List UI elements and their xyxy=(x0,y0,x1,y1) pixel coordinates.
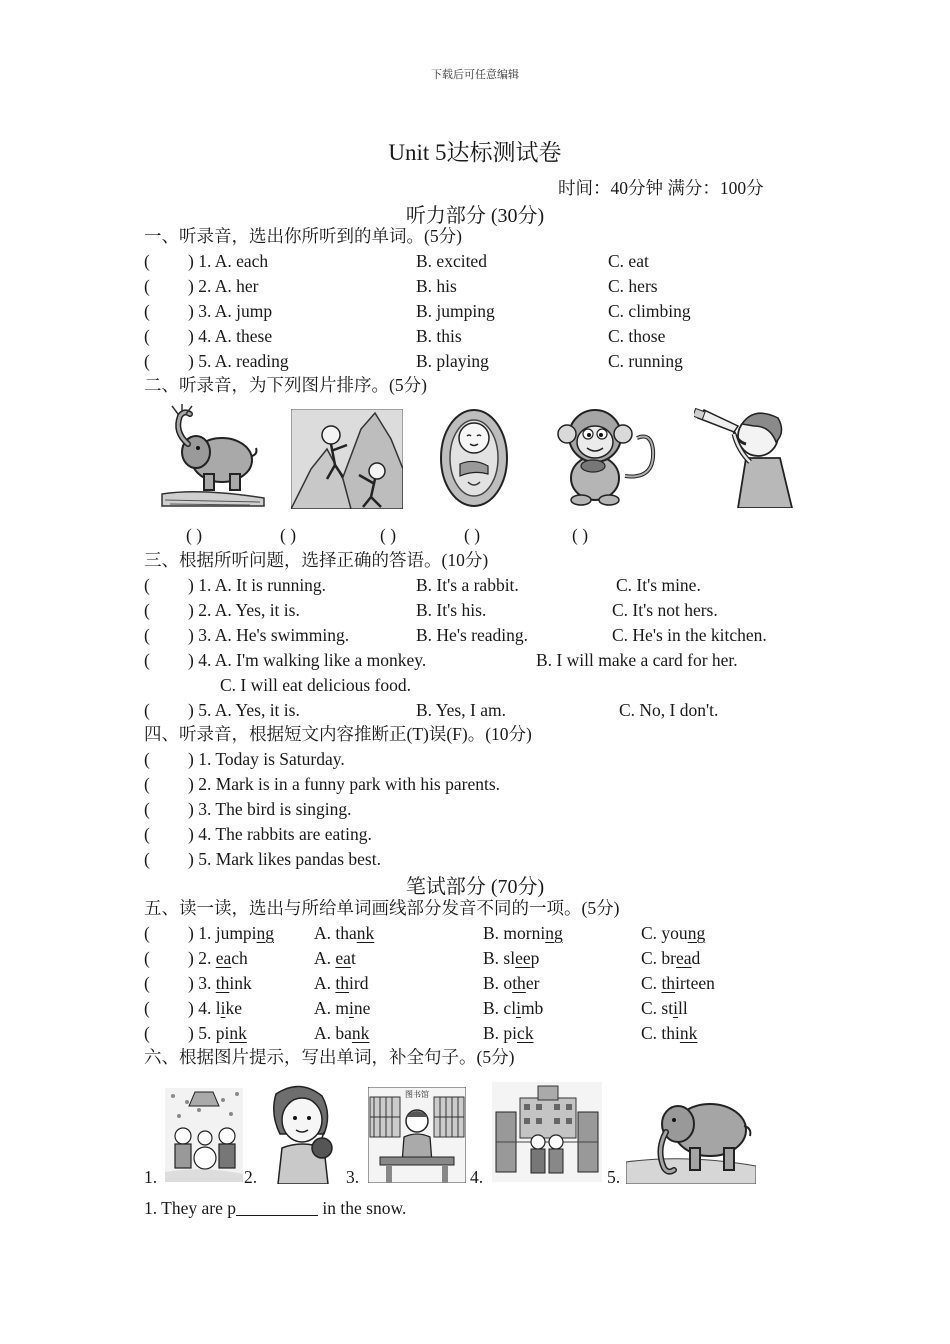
option-a: ) 4. A. these xyxy=(188,326,273,346)
given-word-underlined: nk xyxy=(229,1023,247,1043)
elephant-picture xyxy=(160,402,266,508)
given-word-text xyxy=(216,973,252,993)
option-b: B. excited xyxy=(416,251,487,271)
option-c: C. eat xyxy=(608,251,649,271)
answer-paren-open[interactable]: ( xyxy=(144,774,150,794)
option-a-underlined: i xyxy=(349,998,354,1018)
option-b xyxy=(483,971,539,995)
option-a-post: t xyxy=(350,948,356,968)
option-a: ) 2. A. Yes, it is. xyxy=(188,600,300,620)
option-c xyxy=(641,946,700,970)
option-b xyxy=(483,1021,534,1045)
option-c: C. I will eat delicious food. xyxy=(220,675,412,695)
statement-text: ) 2. Mark is in a funny park with his parents. xyxy=(188,774,501,794)
option-a-underlined: ea xyxy=(335,948,351,968)
option-b: B. I will make a card for her. xyxy=(536,650,738,670)
option-a: ) 5. A. reading xyxy=(188,351,289,371)
picture-number-label: 1. xyxy=(144,1167,158,1187)
answer-paren-open[interactable]: ( xyxy=(144,824,150,844)
option-c: C. those xyxy=(608,326,666,346)
given-word-post: ke xyxy=(225,998,242,1018)
option-c: C. climbing xyxy=(608,301,691,321)
option-a-pre: A. ba xyxy=(314,1023,352,1043)
time-and-score: 时间：40分钟 满分：100分 xyxy=(558,178,764,198)
option-c xyxy=(641,996,688,1020)
option-b-underlined: ck xyxy=(517,1023,534,1043)
option-b: B. this xyxy=(416,326,462,346)
question-number: ) 1. xyxy=(188,923,216,943)
given-word-text xyxy=(216,948,248,968)
option-b-pre: B. sl xyxy=(483,948,516,968)
answer-blank-6-1[interactable] xyxy=(236,1197,318,1216)
elephant-by-water-picture xyxy=(626,1092,756,1184)
option-a: ) 3. A. He's swimming. xyxy=(188,625,350,645)
option-a-pre: A. xyxy=(314,948,336,968)
option-a-pre: A. m xyxy=(314,998,349,1018)
option-b xyxy=(483,996,543,1020)
question-6-1-end: in the snow. xyxy=(318,1198,407,1218)
option-a-pre: A. tha xyxy=(314,923,357,943)
option-c: C. hers xyxy=(608,276,658,296)
option-c: C. It's not hers. xyxy=(612,600,718,620)
question-6-1-start: 1. They are p xyxy=(144,1198,237,1218)
option-c-post: d xyxy=(691,948,701,968)
option-b: B. playing xyxy=(416,351,489,371)
option-a-post: ne xyxy=(353,998,371,1018)
given-word-text xyxy=(216,998,242,1018)
listening-part-title: 听力部分 (30分) xyxy=(405,205,545,227)
answer-paren-open[interactable]: ( xyxy=(144,700,150,720)
given-word-pre: pi xyxy=(215,1023,230,1043)
header-note: 下载后可任意编辑 xyxy=(431,69,519,81)
given-word-pre: jumpi xyxy=(215,923,257,943)
drinking-picture xyxy=(694,402,796,508)
answer-paren-open[interactable]: ( xyxy=(144,749,150,769)
picture-order-blank[interactable]: ( ) xyxy=(280,525,297,545)
given-word-underlined: ng xyxy=(256,923,275,943)
given-word xyxy=(188,1021,247,1045)
option-a-pre: A. xyxy=(314,973,336,993)
option-a: ) 2. A. her xyxy=(188,276,259,296)
picture-order-blank[interactable]: ( ) xyxy=(380,525,397,545)
answer-paren-open[interactable]: ( xyxy=(144,301,150,321)
answer-paren-open[interactable]: ( xyxy=(144,251,150,271)
option-b-underlined: th xyxy=(512,973,526,993)
option-b-underlined: i xyxy=(516,998,521,1018)
option-a-underlined: nk xyxy=(356,923,375,943)
option-c: C. He's in the kitchen. xyxy=(612,625,767,645)
option-b: B. It's his. xyxy=(416,600,487,620)
answer-paren-open[interactable]: ( xyxy=(144,276,150,296)
option-a: ) 4. A. I'm walking like a monkey. xyxy=(188,650,427,670)
option-c-underlined: i xyxy=(673,998,678,1018)
baby-picture xyxy=(438,404,510,508)
answer-paren-open[interactable]: ( xyxy=(144,575,150,595)
answer-paren-open[interactable]: ( xyxy=(144,600,150,620)
option-c: C. No, I don't. xyxy=(619,700,719,720)
option-b: B. jumping xyxy=(416,301,495,321)
option-c-pre: C. you xyxy=(641,923,688,943)
given-word-pre: l xyxy=(215,998,221,1018)
given-word-post: ink xyxy=(229,973,252,993)
option-c xyxy=(641,1021,697,1045)
option-b: B. He's reading. xyxy=(416,625,529,645)
option-b-pre: B. o xyxy=(483,973,513,993)
option-c: C. It's mine. xyxy=(616,575,701,595)
option-b-post: p xyxy=(530,948,540,968)
option-a xyxy=(314,971,368,995)
option-a: ) 1. A. It is running. xyxy=(188,575,327,595)
answer-paren-open[interactable]: ( xyxy=(144,799,150,819)
given-word xyxy=(188,946,248,970)
option-b: B. his xyxy=(416,276,457,296)
option-a xyxy=(314,946,356,970)
option-b xyxy=(483,946,539,970)
option-c-underlined: ea xyxy=(676,948,692,968)
given-word xyxy=(188,996,242,1020)
question-number: ) 2. xyxy=(188,948,216,968)
section-3-heading: 三、根据所听问题，选择正确的答语。(10分) xyxy=(144,550,489,570)
option-c: C. running xyxy=(608,351,683,371)
option-b-pre: B. pi xyxy=(483,1023,518,1043)
option-a xyxy=(314,996,370,1020)
answer-paren-open[interactable]: ( xyxy=(144,625,150,645)
answer-paren-open[interactable]: ( xyxy=(144,923,150,943)
given-word-underlined: i xyxy=(220,998,226,1018)
option-c-pre: C. st xyxy=(641,998,674,1018)
option-b-post: er xyxy=(525,973,540,993)
option-b-pre: B. morni xyxy=(483,923,546,943)
picture-order-blank[interactable]: ( ) xyxy=(572,525,589,545)
answer-paren-open[interactable]: ( xyxy=(144,948,150,968)
option-a-underlined: th xyxy=(335,973,350,993)
option-b: B. It's a rabbit. xyxy=(416,575,519,595)
given-word-post: ch xyxy=(231,948,248,968)
option-c-underlined: nk xyxy=(679,1023,698,1043)
section-6-heading: 六、根据图片提示，写出单词，补全句子。(5分) xyxy=(144,1047,515,1067)
picture-order-blank[interactable]: ( ) xyxy=(186,525,203,545)
library-reading-picture xyxy=(368,1087,466,1183)
answer-paren-open[interactable]: ( xyxy=(144,973,150,993)
answer-paren-open[interactable]: ( xyxy=(144,351,150,371)
question-number: ) 4. xyxy=(188,998,216,1018)
option-b-underlined: ng xyxy=(545,923,563,943)
given-word xyxy=(188,921,274,945)
option-c xyxy=(641,921,705,945)
picture-number-label: 4. xyxy=(470,1167,484,1187)
section-2-heading: 二、听录音，为下列图片排序。(5分) xyxy=(144,375,427,395)
option-c-underlined: ng xyxy=(687,923,706,943)
statement-text: ) 1. Today is Saturday. xyxy=(188,749,345,769)
given-word-underlined: ea xyxy=(215,948,232,968)
school-picture xyxy=(492,1082,602,1182)
question-number: ) 3. xyxy=(188,973,216,993)
option-a: ) 3. A. jump xyxy=(188,301,273,321)
climbing-picture xyxy=(291,409,403,509)
picture-number-label: 2. xyxy=(244,1167,258,1187)
given-word-text xyxy=(216,1023,247,1043)
option-c-pre: C. thi xyxy=(641,1023,680,1043)
picture-number-label: 3. xyxy=(346,1167,360,1187)
option-b: B. Yes, I am. xyxy=(416,700,506,720)
option-b-underlined: ee xyxy=(515,948,531,968)
given-word-underlined: th xyxy=(215,973,230,993)
option-c-post: ll xyxy=(677,998,688,1018)
statement-text: ) 4. The rabbits are eating. xyxy=(188,824,372,844)
given-word xyxy=(188,971,252,995)
section-4-heading: 四、听录音，根据短文内容推断正(T)误(F)。(10分) xyxy=(144,724,532,744)
answer-paren-open[interactable]: ( xyxy=(144,1023,150,1043)
girl-with-apple-picture xyxy=(262,1084,340,1184)
question-number: ) 5. xyxy=(188,1023,216,1043)
statement-text: ) 3. The bird is singing. xyxy=(188,799,352,819)
picture-number-label: 5. xyxy=(607,1167,621,1187)
option-a-post: ird xyxy=(349,973,369,993)
writing-part-title: 笔试部分 (70分) xyxy=(405,876,545,898)
option-b-pre: B. cl xyxy=(483,998,517,1018)
question-6-1 xyxy=(144,1196,406,1220)
snow-playing-picture xyxy=(165,1088,243,1182)
option-c xyxy=(641,971,715,995)
library-sign: 图书馆 xyxy=(405,1090,429,1099)
option-a-underlined: nk xyxy=(351,1023,370,1043)
option-c-pre: C. br xyxy=(641,948,676,968)
answer-paren-open[interactable]: ( xyxy=(144,650,150,670)
option-b-post: mb xyxy=(520,998,544,1018)
option-a xyxy=(314,1021,369,1045)
option-c-pre: C. xyxy=(641,973,662,993)
answer-paren-open[interactable]: ( xyxy=(144,998,150,1018)
picture-order-blank[interactable]: ( ) xyxy=(464,525,481,545)
page-title: Unit 5达标测试卷 xyxy=(388,140,562,165)
option-a xyxy=(314,921,374,945)
option-b xyxy=(483,921,563,945)
option-c-post: irteen xyxy=(675,973,715,993)
given-word-text xyxy=(216,923,274,943)
section-1-heading: 一、听录音，选出你所听到的单词。(5分) xyxy=(144,226,462,246)
option-c-underlined: th xyxy=(661,973,676,993)
option-a: ) 5. A. Yes, it is. xyxy=(188,700,300,720)
answer-paren-open[interactable]: ( xyxy=(144,326,150,346)
statement-text: ) 5. Mark likes pandas best. xyxy=(188,849,381,869)
answer-paren-open[interactable]: ( xyxy=(144,849,150,869)
monkey-picture xyxy=(543,404,661,508)
section-5-heading: 五、读一读，选出与所给单词画线部分发音不同的一项。(5分) xyxy=(144,898,620,918)
option-a: ) 1. A. each xyxy=(188,251,269,271)
